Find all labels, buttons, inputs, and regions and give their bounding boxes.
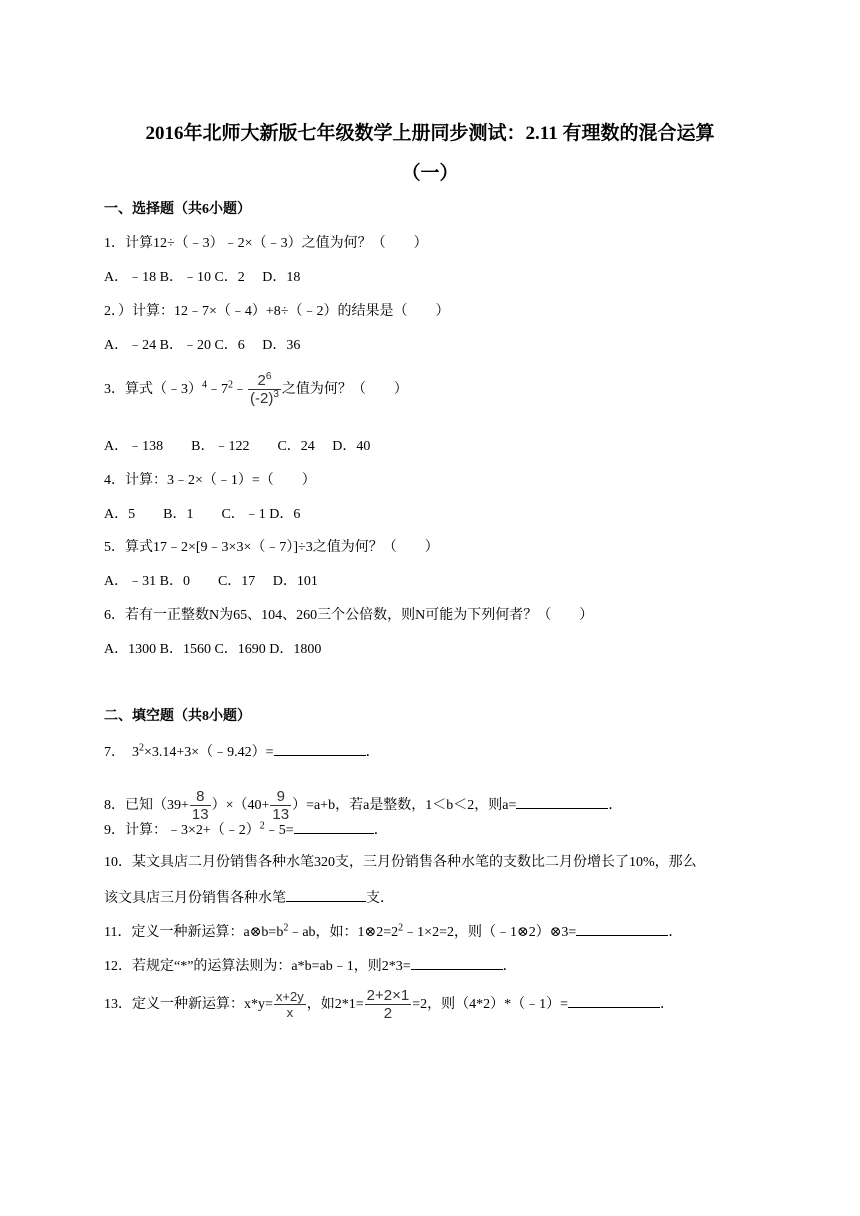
q10-line2-suffix: 支． xyxy=(366,891,394,906)
q3-mid: ﹣7 xyxy=(207,382,228,397)
q3-exp4: 4 xyxy=(202,379,207,391)
q7-prefix: 7． 3 xyxy=(104,745,139,760)
q13-f1-den: x xyxy=(274,1004,306,1020)
q10-line2-prefix: 该文具店三月份销售各种水笔 xyxy=(104,891,286,906)
q13-fraction-1 xyxy=(274,989,306,1020)
q11-p1: 11．定义一种新运算：a⊗b=b xyxy=(104,925,284,940)
q13-p3: =2，则（4*2）*（﹣1）= xyxy=(412,997,568,1012)
q8-fraction-1 xyxy=(190,788,211,823)
q13-fraction-2 xyxy=(365,987,412,1022)
answer-blank[interactable] xyxy=(411,956,503,970)
q7-end: ． xyxy=(365,745,380,760)
q3-prefix: 3．算式（﹣3） xyxy=(104,382,202,397)
question-1: 1．计算12÷（﹣3）﹣2×（﹣3）之值为何？（ ） xyxy=(104,236,428,251)
q13-p2: ，如2*1= xyxy=(306,997,364,1012)
q11-exp2: 2 xyxy=(398,922,404,934)
q13-p1: 13．定义一种新运算：x*y= xyxy=(104,997,273,1012)
q8-f1-num: 8 xyxy=(196,788,205,806)
question-2: 2．）计算：12﹣7×（﹣4）+8÷（﹣2）的结果是（ ） xyxy=(104,304,450,319)
q8-fraction-2 xyxy=(270,788,291,823)
q8-end: ． xyxy=(608,798,623,813)
question-7 xyxy=(104,742,380,762)
question-6: 6．若有一正整数N为65、104、260三个公倍数，则N可能为下列何者？（ ） xyxy=(104,608,594,623)
answer-blank[interactable] xyxy=(568,994,660,1008)
question-12 xyxy=(104,956,517,976)
answer-blank[interactable] xyxy=(516,795,608,809)
q8-f2-num: 9 xyxy=(276,788,285,806)
q3-frac-num-exp: 6 xyxy=(265,371,272,383)
q3-fraction xyxy=(248,372,281,407)
q3-suffix: 之值为何？（ ） xyxy=(281,382,408,397)
document-title: 2016年北师大新版七年级数学上册同步测试：2.11 有理数的混合运算 xyxy=(145,123,715,144)
q3-frac-den: (-2) xyxy=(250,390,274,408)
q3-frac-den-exp: 3 xyxy=(273,389,279,401)
answer-blank[interactable] xyxy=(274,742,366,756)
q13-f1-num: x+2y xyxy=(275,989,304,1005)
question-4: 4．计算：3﹣2×（﹣1）=（ ） xyxy=(104,473,316,488)
question-6-options: A．1300 B．1560 C．1690 D．1800 xyxy=(104,642,322,657)
q3-frac-num: 2 xyxy=(257,372,266,390)
question-10-line-2 xyxy=(104,888,394,908)
question-2-options: A．﹣24 B．﹣20 C．6 D．36 xyxy=(104,338,301,353)
q13-f2-den: 2 xyxy=(365,1004,412,1022)
q9-suffix: ﹣5= xyxy=(264,823,294,838)
q3-minus: ﹣ xyxy=(233,382,247,397)
q9-end: ． xyxy=(373,823,388,838)
question-10-line-1: 10．某文具店二月份销售各种水笔320支，三月份销售各种水笔的支数比二月份增长了10%，那么 xyxy=(104,855,697,870)
q11-end: ． xyxy=(668,925,683,940)
answer-blank[interactable] xyxy=(294,820,374,834)
q8-f1-den: 13 xyxy=(191,806,209,824)
question-3 xyxy=(104,370,408,410)
q3-exp2: 2 xyxy=(228,379,233,391)
question-5: 5．算式17﹣2×[9﹣3×3×（﹣7）]÷3之值为何？（ ） xyxy=(104,540,439,555)
question-1-options: A．﹣18 B．﹣10 C．2 D．18 xyxy=(104,270,301,285)
question-4-options: A．5 B．1 C．﹣1 D．6 xyxy=(104,507,301,522)
q9-exp: 2 xyxy=(259,820,265,832)
q11-exp1: 2 xyxy=(283,922,289,934)
q8-f2-den: 13 xyxy=(272,806,290,824)
q8-p3: ）=a+b，若a是整数，1＜b＜2，则a= xyxy=(292,798,517,813)
q13-f2-num: 2+2×1 xyxy=(366,987,410,1005)
question-9 xyxy=(104,820,388,840)
section-heading-fill: 二、填空题（共8小题） xyxy=(104,709,251,724)
q11-p2: ﹣ab，如：1⊗2=2 xyxy=(288,925,399,940)
q7-exp: 2 xyxy=(139,742,144,754)
q11-p3: ﹣1×2=2，则（﹣1⊗2）⊗3= xyxy=(403,925,577,940)
q8-p2: ）×（40+ xyxy=(211,798,270,813)
q9-prefix: 9．计算：﹣3×2+（﹣2） xyxy=(104,823,260,838)
q7-suffix: ×3.14+3×（﹣9.42）= xyxy=(144,745,274,760)
answer-blank[interactable] xyxy=(576,922,668,936)
q12-prefix: 12．若规定“*”的运算法则为：a*b=ab﹣1，则2*3= xyxy=(104,959,411,974)
question-3-options: A．﹣138 B．﹣122 C．24 D．40 xyxy=(104,439,371,454)
question-5-options: A．﹣31 B．0 C．17 D．101 xyxy=(104,574,318,589)
document-subtitle: （一） xyxy=(401,163,459,184)
question-13 xyxy=(104,985,674,1025)
answer-blank[interactable] xyxy=(286,888,366,902)
section-heading-choice: 一、选择题（共6小题） xyxy=(104,202,251,217)
q8-p1: 8．已知（39+ xyxy=(104,798,189,813)
q12-end: ． xyxy=(502,959,517,974)
question-11 xyxy=(104,922,682,942)
q13-end: ． xyxy=(659,997,674,1012)
